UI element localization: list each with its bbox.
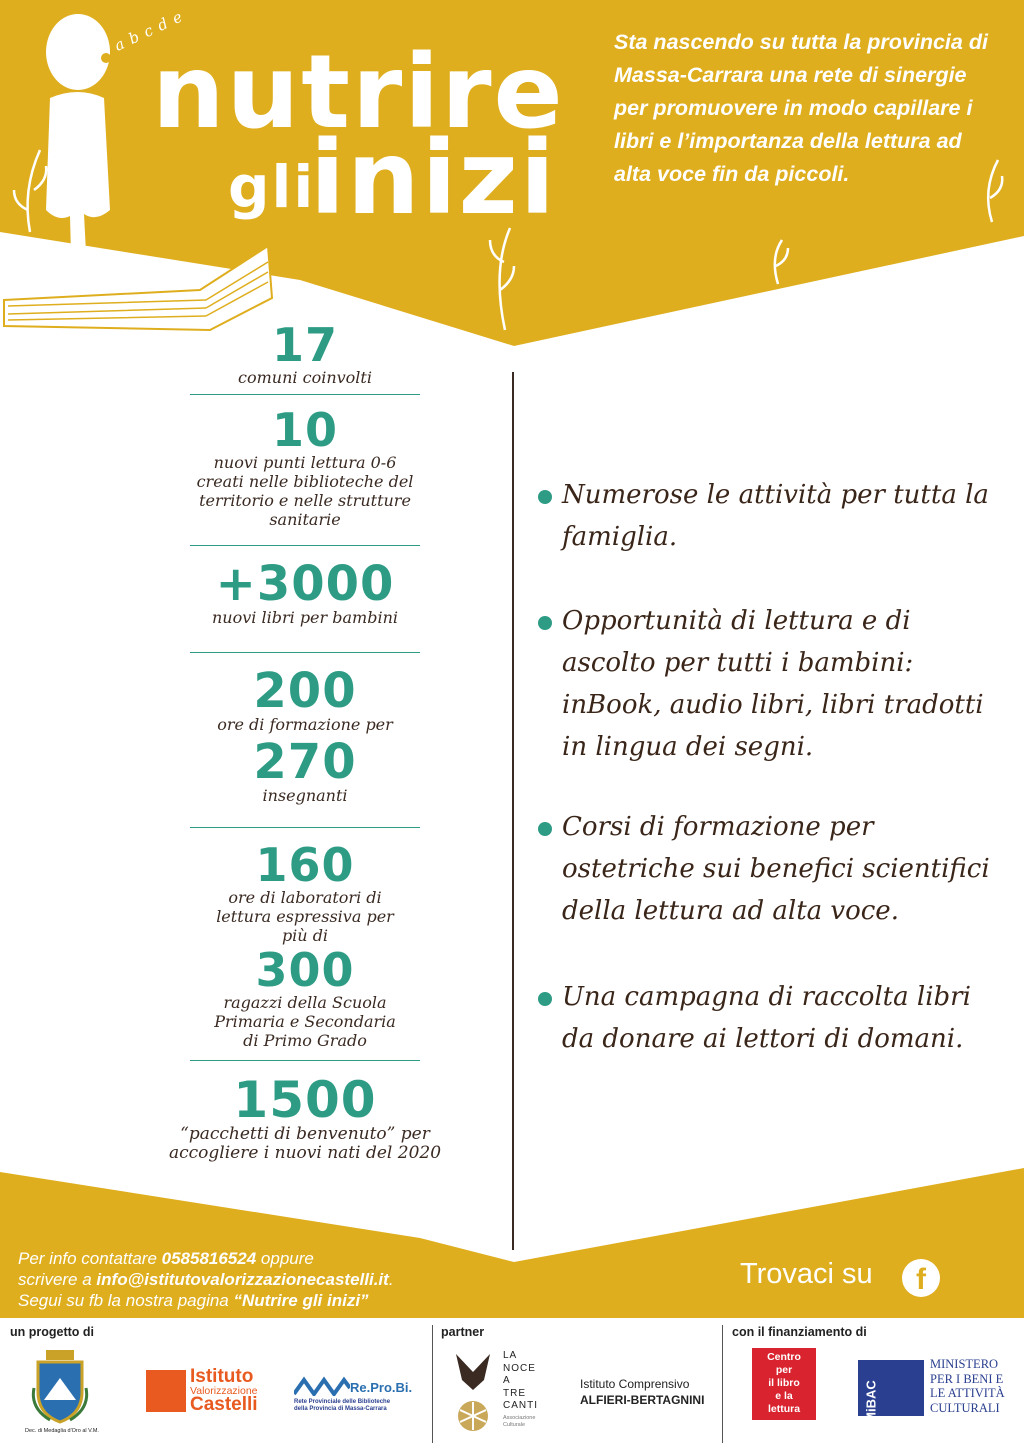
facebook-page-name[interactable]: “Nutrire gli inizi”	[233, 1291, 369, 1310]
noce-logo-text	[503, 1350, 538, 1413]
stat-number-2: 300	[255, 943, 355, 997]
child-figure	[46, 14, 111, 292]
noce-sub	[503, 1415, 535, 1429]
stat-text: comuni coinvolti	[238, 368, 372, 387]
bullet-dot-icon	[538, 616, 552, 630]
stat-block	[150, 1061, 460, 1163]
centro-line: il libro	[768, 1377, 800, 1389]
stat-text-2: insegnanti	[262, 786, 348, 805]
mibac-mark: MiBAC	[863, 1380, 879, 1423]
noce-sub-line: Culturale	[503, 1422, 526, 1428]
intro-text: Sta nascendo su tutta la provincia di Massa-Carrara una rete di sinergie per promuovere in modo capillare i libri e l’importanza della lettura ad alta voce fin da piccoli.	[614, 30, 988, 186]
ic-line-2: ALFIERI-BERTAGNINI	[580, 1393, 705, 1407]
title-line-1: nutrire	[152, 33, 565, 152]
ministero-text	[930, 1357, 1005, 1415]
comune-crest-logo	[30, 1348, 90, 1428]
stat-text: nuovi libri per bambini	[212, 608, 398, 627]
reprobi-sub1: Rete Provinciale delle Biblioteche	[294, 1399, 391, 1405]
ministero-line: PER I BENI E	[930, 1371, 1004, 1386]
email-link[interactable]: info@istitutovalorizzazionecastelli.it	[96, 1270, 389, 1289]
bullet-dot-icon	[538, 992, 552, 1006]
centro-libro-logo	[752, 1348, 816, 1420]
title-line-2: inizi	[310, 119, 557, 238]
stat-block	[150, 318, 460, 394]
section-divider	[432, 1325, 433, 1443]
phone-number[interactable]: 0585816524	[161, 1249, 257, 1268]
centro-line: e la	[775, 1390, 793, 1402]
funding-label: con il finanziamento di	[732, 1325, 867, 1339]
ministero-line: CULTURALI	[930, 1400, 1000, 1415]
stat-text-2: ragazzi della Scuola Primaria e Secondaria di Primo Grado	[214, 993, 396, 1050]
ic-line-1: Istituto Comprensivo	[580, 1377, 690, 1391]
list-item-text: Numerose le attività per tutta la famiglia.	[562, 480, 989, 552]
vertical-divider	[512, 372, 514, 1250]
stat-number: 1500	[233, 1071, 377, 1129]
list-item	[536, 806, 1008, 932]
list-item-text: Una campagna di raccolta libri da donare ai lettori di domani.	[562, 982, 971, 1054]
stat-text: nuovi punti lettura 0-6 creati nelle biblioteche del territorio e nelle strutture sanitarie	[196, 453, 414, 529]
contact-text: Per info contattare	[18, 1249, 162, 1268]
stat-text: ore di laboratori di lettura espressiva per più di	[216, 888, 394, 945]
bubble-letters: a b c d e	[111, 7, 186, 55]
bullet-dot-icon	[538, 822, 552, 836]
contact-text: Segui su fb la nostra pagina	[18, 1291, 234, 1310]
centro-line: per	[775, 1364, 793, 1376]
list-item-text: Corsi di formazione per ostetriche sui benefici scientifici della lettura ad alta voce.	[562, 812, 990, 926]
contact-text: scrivere a	[18, 1270, 97, 1289]
list-item	[536, 976, 1008, 1060]
activity-list	[536, 474, 1008, 1060]
comune-caption: Dec. di Medaglia d'Oro al V.M.	[25, 1428, 99, 1434]
reprobi-sub2: della Provincia di Massa-Carrara	[294, 1406, 387, 1412]
stat-block	[150, 828, 460, 1060]
contact-info	[18, 1248, 538, 1311]
castle-icon	[146, 1370, 186, 1412]
istituto-logo-line3: Castelli	[190, 1394, 258, 1415]
project-label: un progetto di	[10, 1325, 95, 1339]
stat-block	[150, 395, 460, 545]
stat-number: 200	[253, 663, 357, 719]
title-line-2-small: gli	[228, 153, 316, 221]
stat-number: 10	[271, 403, 338, 457]
noce-line: NOCE	[503, 1362, 536, 1374]
stat-text: ore di formazione per	[217, 715, 393, 734]
centro-line: Centro	[767, 1351, 801, 1363]
stat-block	[150, 546, 460, 652]
stat-number-2: 270	[253, 734, 357, 790]
noce-logo-icon	[450, 1350, 496, 1434]
stat-number: +3000	[215, 556, 395, 612]
reprobi-logo-icon	[294, 1376, 350, 1396]
find-us-label: Trovaci su	[740, 1258, 873, 1290]
stat-number: 160	[255, 838, 355, 892]
noce-line: LA	[503, 1350, 518, 1361]
stat-text: “pacchetti di benvenuto” per accogliere i nuovi nati del 2020	[168, 1124, 442, 1163]
partner-label: partner	[441, 1325, 485, 1339]
noce-sub-line: Associazione	[503, 1415, 536, 1421]
contact-text: oppure	[256, 1249, 314, 1268]
istituto-logo-line2: Valorizzazione	[190, 1385, 258, 1397]
section-divider	[722, 1325, 723, 1443]
contact-text: .	[388, 1270, 394, 1289]
ministero-line: MINISTERO	[930, 1357, 999, 1371]
noce-line: TRE	[503, 1387, 526, 1399]
centro-line: lettura	[767, 1403, 801, 1415]
noce-line: A	[503, 1375, 511, 1386]
ministero-line: LE ATTIVITÀ	[930, 1386, 1005, 1400]
istituto-comprensivo	[580, 1376, 704, 1408]
stat-block	[150, 653, 460, 827]
istituto-logo-line1: Istituto	[190, 1366, 254, 1387]
stats-column	[150, 318, 460, 1163]
list-item	[536, 474, 1008, 558]
bullet-dot-icon	[538, 490, 552, 504]
noce-line: CANTI	[503, 1400, 538, 1411]
stat-number: 17	[271, 318, 338, 372]
list-item-text: Opportunità di lettura e di ascolto per tutti i bambini: inBook, audio libri, libri tradotti in lingua dei segni.	[562, 606, 984, 762]
facebook-icon[interactable]: f	[902, 1259, 940, 1297]
list-item	[536, 600, 1008, 768]
reprobi-name: Re.Pro.Bi.	[350, 1380, 413, 1395]
